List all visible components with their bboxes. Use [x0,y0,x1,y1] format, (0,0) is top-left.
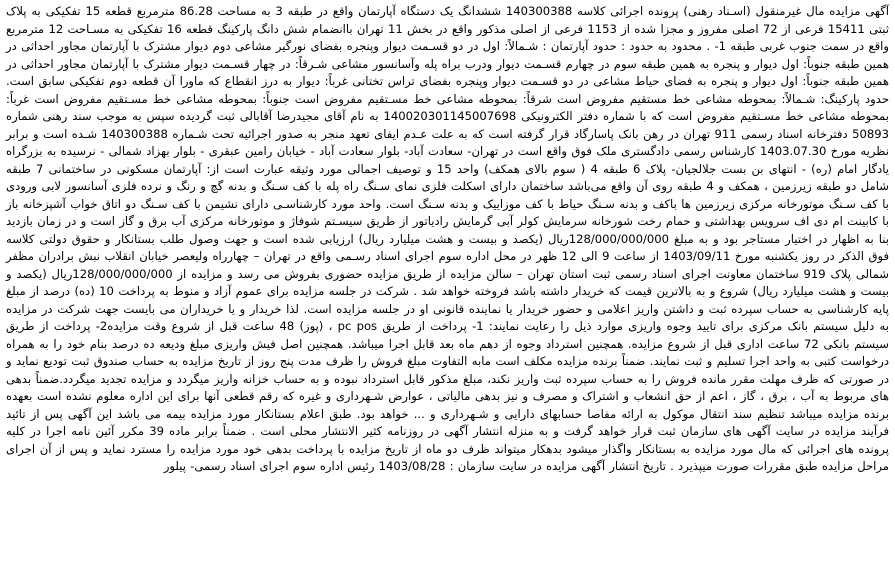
auction-notice-text: آگهی مزایده مال غیرمنقول (اسـناد رهنی) پرونده اجرائی کلاسه 140300388 ششدانگ یک دستگاه آپارتمان واقع در طبقه 3 به مساحت 86.28 مترمربع قطعه 15 تفکیکی به پلاک ثبتی 15411 فرعی از 72 اصلی مفروز و مجزا شده از 1153 فرعی از اصلی مذکور واقع در بخش 11 تهران باانضمام شش دانگ پارکینگ قطعه 16 تفکیکی به مسـاحت 12 مترمربع واقع در سمت جنوب غربی طبقه 1- . محدود به حدود : حدود آپارتمان : شـمالاً: اول در دو قسـمت دیوار وپنجره بفضای نورگیر مشاعی دوم دیوار مشترک با آپارتمان مجاور احداثی در همین طبقه جنوباً: اول دیوار و پنجره به همین طبقه سوم در چهارم قسـمت دیوار ودرب براه پله وآسانسور مشاعی شـرقاً: در چهار قسـمت دیوار مشترک با آپارتمان مجاور احداثی در همین طبقه جنوباً: اول دیوار و پنجره به فضای حیاط مشاعی در دو قسـمت دیوار وپنجره بفضای تراس تختانی غرباً: دیوار به درز انقطاع که ماورا آن قطعه دوم تفکیکی سابق است. حدود پارکینگ: شـمالاً: بمحوطه مشاعی خط مستقیم مفروض است شرقاً: بمحوطه مشاعی خط مسـتقیم مفروض است جنوباً: بمحوطه مشاعی خط مسـتقیم مفروض است غرباً: بمحوطه مشاعی خط مسـتقیم مفروض است که با شماره دفتر الکترونیکی 140020301145007698 به نام آقای مجیدرضا آقابالی ثبت گردیده سپس به موجب سند رهنی شماره 50893 دفترخانه اسناد رسمی 911 تهران در رهن بانک پاسارگاد قرار گرفته است که به علت عـدم ایفای تعهد منجر به صدور اجرائیه تحت شـماره 140300388 شـده است و برابر نظریه مورخ 1403.07.30 کارشناس رسمی دادگستری ملک فوق واقع است در تهران- سعادت آباد- بلوار سعادت آباد - خیابان رامین عبقری - بلوار بهزاد شمالی - نرسیده به بزرگراه یادگار امام (ره) - انتهای بن بست جلالجیان- پلاک 6 طبقه 4 ( سوم بالای همکف) واحد 15 و توصیف اجمالی مورد وثیقه عبارت است از: آپارتمان مسکونی در ساختمانی 7 طبقه شامل دو طبقه زیرزمین ، همکف و 4 طبقه روی آن واقع می‌باشد ساختمان دارای اسکلت فلزی نمای سـنگ راه پله با کف سـنگ و بدنه گچ و رنگ و نرده فلزی آسانسور لابی ورودی با کف سـنگ موتورخانه مرکزی زیرزمین ها باکف و بدنه سـنگ حیاط با کف موزاییک و بدنه سـنگ است. واحد مورد کارشناسـی دارای نشیمن با کف سـنگ دو اتاق خواب آشپزخانه باز با کابینت ام دی اف سرویس بهداشتی و حمام رخت شورخانه سرمایش کولر آبی گرمایش رادیاتور از طریق سیسـتم شوفاژ و موتورخانه مرکزی آب برق و گاز است و در زمان بازدید بنا به اظهار در اختیار مستاجر بود و به مبلغ 128/000/000/000ریال (یکصد و بیست و هشت میلیارد ریال) ارزیابی شده است و جهت وصول طلب بستانکار و حقوق دولتی کلاسه فوق الذکر در روز یکشنبه مورخ 1403/09/11 از ساعت 9 الی 12 ظهر در محل اداره سوم اجرای اسناد رسـمی واقع در تهران – چهارراه ولیعصر خیابان انقلاب نبش برادران مظفر شمالی پلاک 919 ساختمان معاونت اجرای اسناد رسمی ثبت استان تهران – سالن مزایده از طریق مزایده حضوری بفروش می رسد و مزایده از 128/000/000/000ریال (یکصد و بیست و هشت میلیارد ریال) شروع و به بالاترین قیمت که خریدار داشته باشد فروخته خواهد شد . شرکت در جلسه مزایده برای عموم آزاد و منوط به پرداخت 10 (ده) درصد از مبلغ پایه کارشناسی به حساب سپرده ثبت و داشتن واریز اعلامی و حضور خریدار یا نماینده قانونی او در جلسه مزایده است. لذا خریدار و یا خریداران می بایست جهت شرکت در مزایده به دلیل سیستم بانک مرکزی برای تایید وجوه واریزی موارد ذیل را رعایت نمایند: 1- پرداخت از طریق pc pos ، (پوز) 48 ساعت قبل از شروع وقت مزایده2- پرداخت از طریق سیستم بانکی 72 ساعت اداری قبل از شروع مزایده. همچنین استرداد وجوه از دهم ماه بعد قابل اجرا میباشد. همچنین اصل فیش واریزی مبلغ ودیعه ده درصد بنام خود را به همراه درخواست کتبی به واحد اجرا تسلیم و ثبت نمایند. ضمناً برنده مزایده مکلف است مابه التفاوت مبلغ فروش را ظرف مدت پنج روز از تاریخ مزایده به حساب صندوق ثبت تودیع نماید و در صورتی که ظرف مهلت مقرر مانده فروش را به حساب سپرده ثبت واریز نکند، مبلغ مذکور قابل استرداد نبوده و به حساب خزانه واریز میگردد و مزایده تجدید میگردد.ضمناً بدهی های مربوط به آب ، برق ، گاز ، اعم از حق انشعاب و اشتراک و مصرف و نیز بدهی مالیاتی ، عوارض شـهرداری و غیره که رقم قطعی آنها برای این اداره معلوم نشده است بعهده برنده مزایده میباشد تنظیم سند انتقال موکول به ارائه مفاصا حسابهای دارایی و شـهرداری و ... خواهد بود. طبق اعلام بستانکار مورد مزایده بیمه می باشد این آگهی پس از تائید فرآیند مزایده در سایت آگهی های سازمان ثبت قرار خواهد گرفت و به منزله انتشار آگهی در روزنامه کثیر الانتشار محلی است . ضمناً برابر ماده 39 مکرر آئین نامه اجرا در کلیه پرونده های اجرائی که مال مورد مزایده به بستانکار واگذار میشود بدهکار میتواند ظرف دو ماه از تاریخ مزایده با پرداخت بدهی خود مورد مزایده را مسترد نماید و پس از آن اجرای مراحل مزایده طبق مقررات صورت میپذیرد . تاریخ انتشار آگهی مزایده در سایت سازمان : 1403/08/28 رئیس اداره سوم اجرای اسناد رسمی- پیلور [6,4,890,473]
